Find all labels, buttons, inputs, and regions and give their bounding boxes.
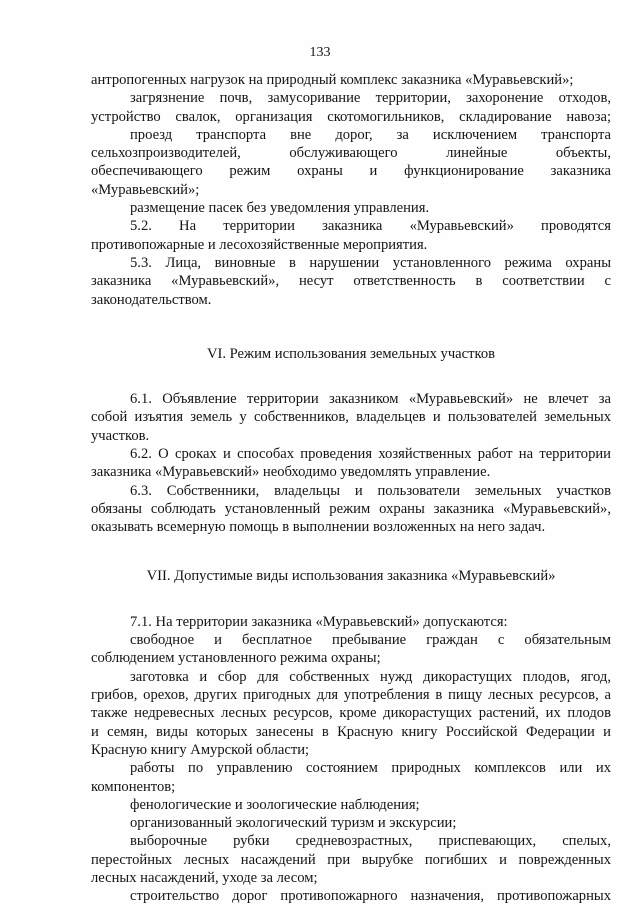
text-line: обеспечивающего режим охраны и функционирование заказника bbox=[91, 163, 611, 180]
section-7-body bbox=[91, 613, 611, 906]
text-line: обязаны соблюдать установленный режим охраны заказника «Муравьевский», bbox=[91, 500, 611, 517]
text-line: 5.3. Лица, виновные в нарушении установленного режима охраны bbox=[130, 254, 611, 271]
text-line: фенологические и зоологические наблюдения; bbox=[130, 796, 420, 813]
text-line: устройство свалок, организация скотомогильников, складирование навоза; bbox=[91, 108, 611, 125]
text-line: сельхозпроизводителей, обслуживающего линейные объекты, bbox=[91, 145, 611, 162]
text-line: 7.1. На территории заказника «Муравьевский» допускаются: bbox=[130, 613, 508, 630]
text-line: проезд транспорта вне дорог, за исключением транспорта bbox=[130, 126, 611, 143]
text-line: грибов, орехов, других пригодных для употребления в пищу лесных ресурсов, а bbox=[91, 687, 611, 704]
text-line: законодательством. bbox=[91, 291, 212, 308]
section-6-body bbox=[91, 390, 611, 536]
text-line: участков. bbox=[91, 427, 150, 444]
text-line: заказника «Муравьевский», несут ответственность в соответствии с bbox=[91, 273, 611, 290]
text-line: заготовка и сбор для собственных нужд дикорастущих плодов, ягод, bbox=[130, 668, 611, 685]
page-number: 133 bbox=[309, 45, 331, 60]
text-line: заказника «Муравьевский» необходимо уведомлять управление. bbox=[91, 464, 491, 481]
text-line: также недревесных лесных ресурсов, кроме дикорастущих растений, их плодов bbox=[91, 705, 611, 722]
text-line: 6.1. Объявление территории заказником «Муравьевский» не влечет за bbox=[130, 391, 611, 408]
text-line: Красную книгу Амурской области; bbox=[91, 741, 310, 758]
text-line: выборочные рубки средневозрастных, приспевающих, спелых, bbox=[130, 833, 611, 850]
text-line: 6.2. О сроках и способах проведения хозяйственных работ на территории bbox=[130, 446, 611, 463]
document-body bbox=[91, 71, 611, 906]
text-line: и семян, виды которых занесены в Красную книгу Российской Федерации и bbox=[91, 723, 611, 740]
text-line: размещение пасек без уведомления управления. bbox=[130, 200, 430, 217]
text-line: антропогенных нагрузок на природный комплекс заказника «Муравьевский»; bbox=[91, 72, 574, 88]
text-line: оказывать всемерную помощь в выполнении возложенных на него задач. bbox=[91, 519, 546, 536]
text-line: противопожарные и лесохозяйственные мероприятия. bbox=[91, 236, 428, 253]
text-line: лесных насаждений, уходе за лесом; bbox=[91, 869, 318, 886]
text-line: «Муравьевский»; bbox=[91, 181, 200, 198]
section-5-continuation bbox=[91, 71, 611, 309]
text-line: собой изъятия земель у собственников, владельцев и пользователей земельных bbox=[91, 409, 611, 426]
text-line: организованный экологический туризм и экскурсии; bbox=[130, 815, 457, 832]
text-line: 6.3. Собственники, владельцы и пользователи земельных участков bbox=[130, 482, 611, 499]
section-heading-7: VII. Допустимые виды использования заказника «Муравьевский» bbox=[146, 567, 556, 584]
text-line: 5.2. На территории заказника «Муравьевский» проводятся bbox=[130, 218, 611, 235]
text-line: строительство дорог противопожарного назначения, противопожарных bbox=[130, 888, 611, 905]
text-line: компонентов; bbox=[91, 778, 176, 795]
text-line: перестойных лесных насаждений при вырубке погибших и поврежденных bbox=[91, 851, 611, 868]
text-line: свободное и бесплатное пребывание граждан с обязательным bbox=[130, 632, 611, 649]
text-line: работы по управлению состоянием природных комплексов или их bbox=[130, 760, 611, 777]
section-heading-6: VI. Режим использования земельных участков bbox=[206, 345, 496, 362]
text-line: загрязнение почв, замусоривание территории, захоронение отходов, bbox=[130, 90, 611, 107]
text-line: соблюдением установленного режима охраны; bbox=[91, 650, 381, 667]
